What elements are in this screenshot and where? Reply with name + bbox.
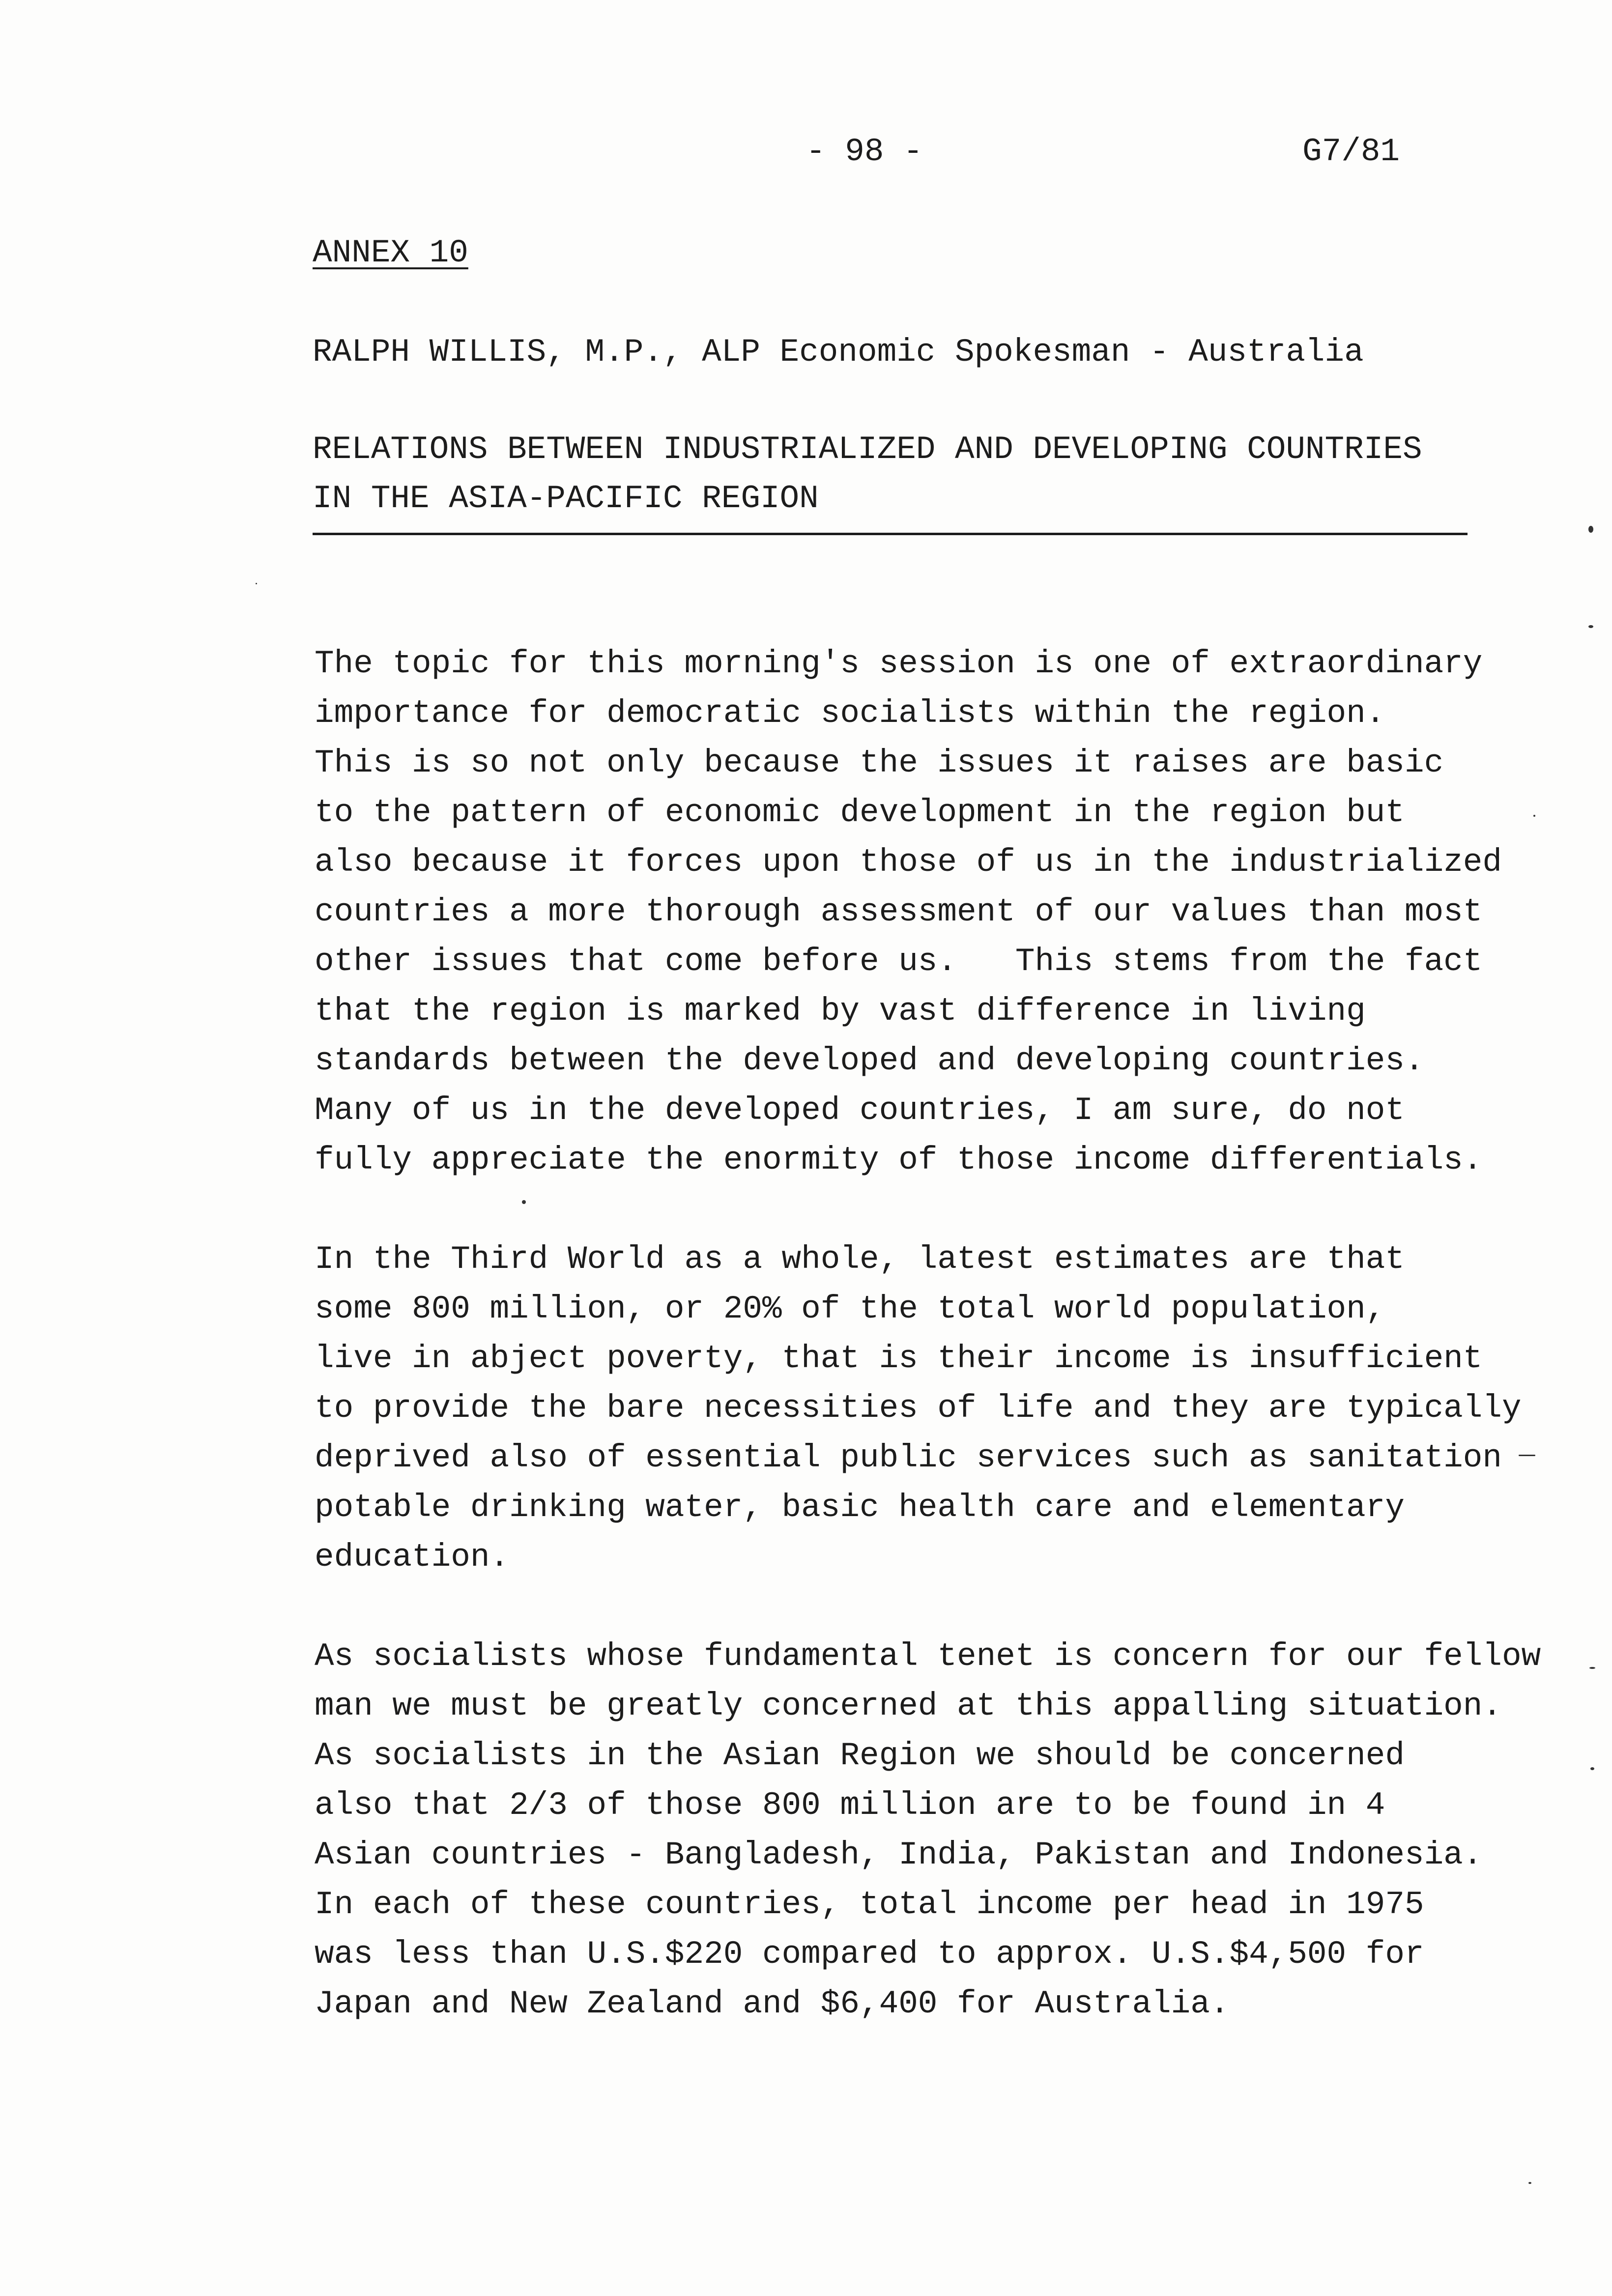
scan-speck [1588, 526, 1593, 533]
paragraph-line: importance for democratic socialists within the region. [315, 695, 1385, 732]
document-title [313, 433, 1468, 532]
paragraph-line: As socialists in the Asian Region we should be concerned [315, 1737, 1405, 1774]
paragraph-line: Japan and New Zealand and $6,400 for Australia. [315, 1985, 1230, 2022]
paragraph-line: potable drinking water, basic health care and elementary [315, 1489, 1405, 1526]
paragraph-line: that the region is marked by vast difference in living [315, 993, 1366, 1030]
paragraph-line: countries a more thorough assessment of our values than most [315, 893, 1483, 930]
paragraph-1 [315, 639, 1502, 1185]
paragraph-line: other issues that come before us. This stems from the fact [315, 943, 1483, 980]
scan-speck [1519, 1455, 1535, 1456]
paragraph-line: live in abject poverty, that is their income is insufficient [315, 1340, 1483, 1377]
paragraph-line: Many of us in the developed countries, I am sure, do not [315, 1092, 1405, 1129]
title-underline-rule [313, 533, 1468, 535]
scan-speck [522, 1200, 526, 1204]
scan-speck [1590, 1767, 1594, 1770]
title-line-1: RELATIONS BETWEEN INDUSTRIALIZED AND DEVELOPING COUNTRIES [313, 431, 1422, 468]
scan-speck [1588, 625, 1593, 628]
paragraph-line: was less than U.S.$220 compared to approx. U.S.$4,500 for [315, 1936, 1424, 1973]
page-number: - 98 - [806, 133, 923, 170]
paragraph-line: some 800 million, or 20% of the total world population, [315, 1291, 1385, 1327]
paragraph-line: In the Third World as a whole, latest estimates are that [315, 1241, 1405, 1278]
paragraph-line: As socialists whose fundamental tenet is concern for our fellow [315, 1638, 1541, 1675]
document-reference: G7/81 [1302, 133, 1400, 170]
paragraph-line: to the pattern of economic development in the region but [315, 794, 1405, 831]
paragraph-line: In each of these countries, total income per head in 1975 [315, 1886, 1424, 1923]
paragraph-line: deprived also of essential public services such as sanitation [315, 1439, 1502, 1476]
paragraph-line: standards between the developed and developing countries. [315, 1042, 1424, 1079]
annex-heading: ANNEX 10 [313, 234, 468, 271]
scan-speck [256, 583, 257, 584]
paragraph-line: also that 2/3 of those 800 million are to be found in 4 [315, 1787, 1385, 1824]
paragraph-2 [315, 1234, 1522, 1582]
paragraph-3 [315, 1632, 1541, 2029]
paragraph-line: Asian countries - Bangladesh, India, Pakistan and Indonesia. [315, 1837, 1483, 1873]
scan-speck [1589, 1667, 1595, 1669]
paragraph-line: also because it forces upon those of us in the industrialized [315, 844, 1502, 881]
paragraph-line: This is so not only because the issues it raises are basic [315, 745, 1444, 781]
paragraph-line: The topic for this morning's session is one of extraordinary [315, 645, 1483, 682]
paragraph-line: man we must be greatly concerned at this appalling situation. [315, 1688, 1502, 1724]
author-line: RALPH WILLIS, M.P., ALP Economic Spokesman - Australia [313, 334, 1364, 371]
paragraph-line: fully appreciate the enormity of those income differentials. [315, 1142, 1483, 1178]
scan-speck [1533, 815, 1535, 817]
paragraph-line: education. [315, 1539, 510, 1576]
paragraph-line: to provide the bare necessities of life and they are typically [315, 1390, 1522, 1427]
title-line-2: IN THE ASIA-PACIFIC REGION [313, 480, 819, 517]
scan-speck [1528, 2182, 1531, 2184]
